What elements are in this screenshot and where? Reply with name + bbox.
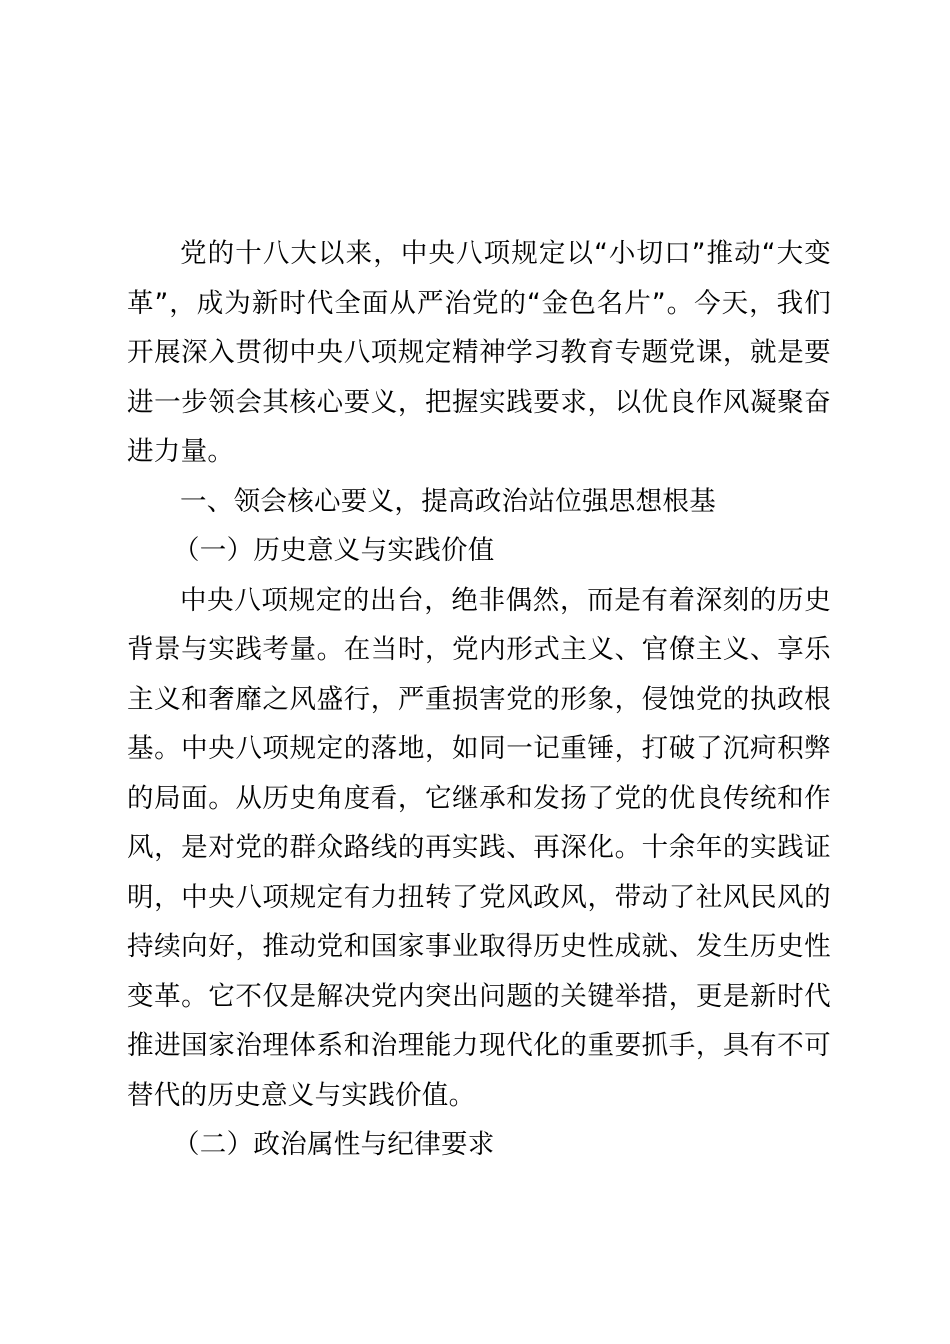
subsection-heading-1: （一）历史意义与实践价值 [173, 535, 495, 566]
subsection-1-paragraph: 中央八项规定的出台，绝非偶然，而是有着深刻的历史背景与实践考量。在当时，党内形式主义、官僚主义、享乐主义和奢靡之风盛行，严重损害党的形象，侵蚀党的执政根基。中央八项规定的落地，如同一记重锤，打破了沉疴积弊的局面。从历史角度看，它继承和发扬了党的优良传统和作风，是对党的群众路线的再实践、再深化。十余年的实践证明，中央八项规定有力扭转了党风政风，带动了社风民风的持续向好，推动党和国家事业取得历史性成就、发生历史性变革。它不仅是解决党内突出问题的关键举措，更是新时代推进国家治理体系和治理能力现代化的重要抓手，具有不可替代的历史意义与实践价值。 [127, 584, 831, 1111]
intro-paragraph: 党的十八大以来，中央八项规定以“小切口”推动“大变革”，成为新时代全面从严治党的“金色名片”。今天，我们开展深入贯彻中央八项规定精神学习教育专题党课，就是要进一步领会其核心要义，把握实践要求，以优良作风凝聚奋进力量。 [127, 238, 831, 467]
section-heading-1: 一、领会核心要义，提高政治站位强思想根基 [180, 485, 716, 517]
document-body [127, 229, 831, 1170]
subsection-heading-2: （二）政治属性与纪律要求 [173, 1129, 495, 1160]
